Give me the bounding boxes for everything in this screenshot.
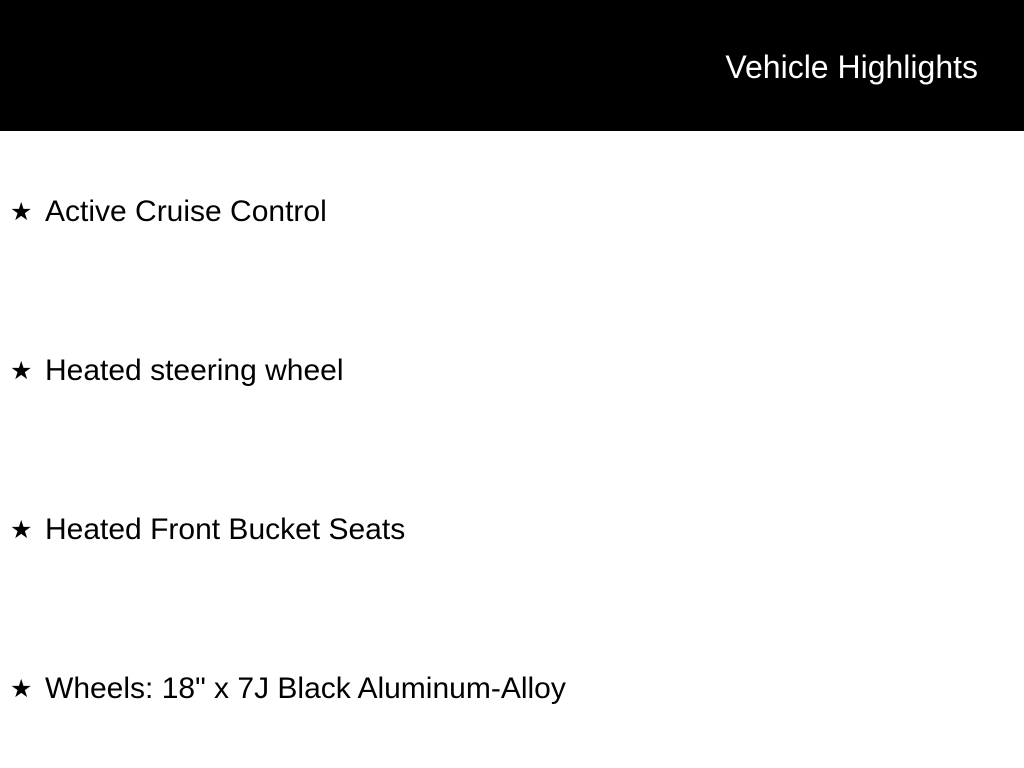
item-label: Wheels: 18" x 7J Black Aluminum-Alloy bbox=[45, 672, 566, 705]
item-label: Active Cruise Control bbox=[45, 195, 327, 228]
header-bar bbox=[0, 0, 1024, 131]
star-icon: ★ bbox=[10, 515, 33, 544]
list-item bbox=[0, 669, 1024, 709]
item-label: Heated steering wheel bbox=[45, 354, 344, 387]
item-label: Heated Front Bucket Seats bbox=[45, 513, 406, 546]
list-item bbox=[0, 351, 1024, 391]
highlights-list bbox=[0, 192, 1024, 768]
slide-title: Vehicle Highlights bbox=[725, 49, 978, 85]
list-item bbox=[0, 192, 1024, 232]
star-icon: ★ bbox=[10, 197, 33, 226]
list-item bbox=[0, 510, 1024, 550]
star-icon: ★ bbox=[10, 674, 33, 703]
star-icon: ★ bbox=[10, 356, 33, 385]
